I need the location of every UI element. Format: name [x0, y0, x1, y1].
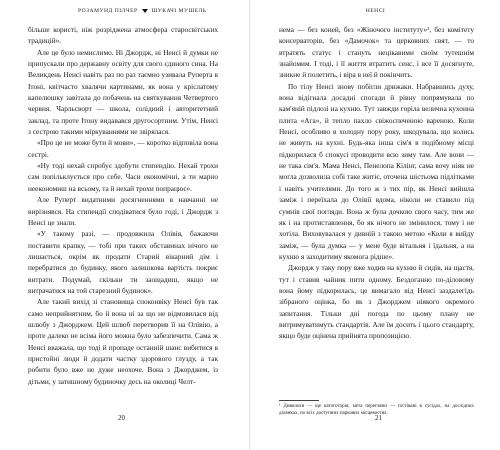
header-author: РОЗАМУНД ПІЛЧЕР — [78, 8, 138, 14]
paragraph: «Ну тоді нехай спробує здобути стипендію. Нехай трохи сам попільклується про себе. Часи економічні, а ти марно неекономиш на всьому, та й нехай трохи попрацює». — [28, 161, 218, 193]
paragraph: нема — без коней, без «Жіночого інституту»¹, без комітету консерваторів, без «Дамочок» та церковних свят, — то втратять статус і стануть нецікавими своїм тутешнім знайомим. І тоді, і її життя втратить сенс, і все її досягнуте, зникне й полетить, і віра в неї й покінчить. — [279, 25, 474, 80]
header-book-title: ШУКАЧІ МУШЕЛЬ — [151, 8, 207, 14]
paragraph: Але Руперт видатними досягненнями в навчанні не вирізнявся. На стипендії сподіватися було годі, і Джордж з Ненсі це знали. — [28, 195, 218, 227]
paragraph: Але такий вихід зі становища споконвіку Ненсі був так само неприйнятним, бо й вона ні за що не відмовилася від шлюбу з Джорджем. Цей шлюб перетворив її на Олівію, а проте далеко не всіма його можна було забезпечити. Сама ж Ненсі вважала, що тоді й пропаде останній шанс вибитися в пристойні люди й додати частку здорового глузду, а так робити було вже не дуже неохоче. Вона з Джорджем, із дітьми, у затишному будиночку десь на околиці Челт- — [28, 297, 218, 386]
footnote-rule — [279, 400, 319, 401]
running-header-right: НЕНСІ — [365, 8, 386, 14]
paragraph: По тілу Ненсі знову побігли дрижаки. Набравшись духу, вона відігнала досадні спогади й рівну попрямувала по кам'яній підлозі на кухню. Тут завжди горіла велична кухонна плита «Ага», й тепло пахло свіжоспеченою вареною. Коли Ненсі, особливо в холодну пору року, шкодувала, що колись не живуть на кухні. Будь-яка інша сім'я в подібному місці підкорилася б спокусі проводити всю зиму там. Але вони — не така сім'я. Мама Ненсі, Пенелопа Кілінг, сама вочу ніяк не могла дозволила собі таке житіє, оточена шістьома підлітками і навіть учителями. До того ж з тих пір, як Ненсі вийшла заміж і переїхала до Олівії вдома, ніколи не ставило під сумнів свої погляди. Вона ж була дочкою свого часу, тим же як і на протиставлення, бо як нічого не змінилося, тому і не хотіла. Виховувалася у дивній з такою метою «Коли я вийду заміж, — була думка — у мене буде вітальня і їдальня, а на кухню я заходитиму якомога рідше». — [279, 81, 474, 261]
paragraph: Джордж у таку пору вже ходив на кухню й сидів, на щастя, тут і ставив чайник пити одному. Бездоганно по-діловому вона йому підкорилась, це вимагало від Ненсі заздалегідь зібраного оцінка, бо як з Джорджем ніякого окремого запитання. Тільки дні погода по цьому плану не витримуватимуть стандартів. Але їм досить і цього стандарту, якщо буде оцінена прийнята пропозицією. — [279, 263, 474, 341]
page-number-right: 21 — [375, 414, 382, 422]
running-header-left — [78, 8, 206, 14]
paragraph: більше користі, ніж розріджена атмосфера старосвітських традицій». — [28, 25, 218, 46]
paragraph: Але це було немислимо. Ні Джордж, ні Ненсі й думки не припускали про державну освіту для свого єдиного сина. На Великдень Ненсі навіть раз по раз таємно узивала Руперта в Ітоні, квітчасто хвалячи картинами, як вона у кріслатому капелюшку завітала до побачень на святкування Четвертого червня. Чарльсворт — школа, солідний і авторитетний заклад, та проте Ітону видавався другосортним. Утім, Ненсі з сестрою такими міркуваннями не звірялася. — [28, 47, 218, 137]
left-page — [0, 0, 249, 450]
right-page — [251, 0, 500, 450]
paragraph: «Про це не може бути й мови», — коротко відповіла вона сестрі. — [28, 138, 218, 159]
footnote: ¹ Дивилися — ще катоготорія; мета перегляни — гостівані в сусідах, на дослідних ділянках, по всіх доступних паркових місцевостях. — [279, 404, 474, 416]
body-text-right — [279, 24, 474, 342]
ornament-icon — [142, 9, 148, 13]
paragraph: «У такому разі, — продовжила Олівія, бажаючи поставити крапку, — тобі при таких обставинах нічого не лишається, окрім як продати Старий вікарний дім і перебратися до будинку, якого залишкова вартість покриє витрати. Подумай, скільки ти заощадиш, якщо не витрачатися на той старезний будинок». — [28, 229, 218, 295]
page-number-left: 20 — [118, 414, 125, 422]
body-text-left — [28, 24, 218, 387]
